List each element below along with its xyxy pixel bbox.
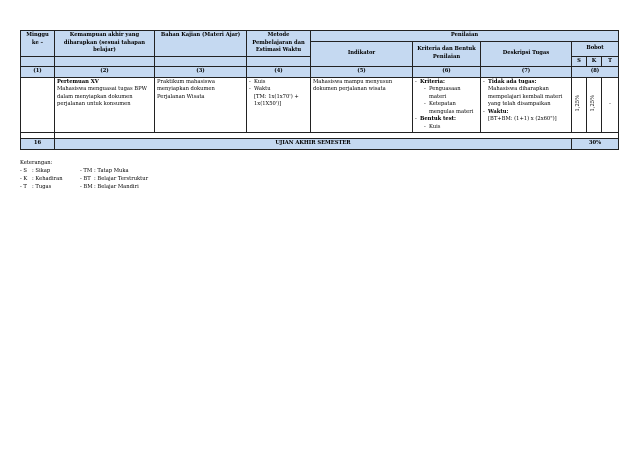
legend-code: - K	[20, 176, 28, 183]
waktu-label: Waktu:	[488, 108, 509, 115]
legend-item	[80, 167, 170, 175]
waktu-detail: [BT+BM: (1+1) x (2x60")]	[488, 116, 557, 123]
legend-grid	[20, 167, 170, 191]
header-bobot-k: K	[587, 56, 602, 67]
uas-row	[21, 139, 619, 150]
header-indikator: Indikator	[311, 41, 413, 67]
col-number: (2)	[55, 67, 155, 78]
kemampuan-text: Mahasiswa menguasai tugas BPW dalam menyiapkan dokumen perjalanan untuk konsumen	[57, 86, 147, 108]
bobot-k-cell	[587, 77, 602, 133]
rps-table	[20, 30, 619, 150]
col-number: (4)	[247, 67, 311, 78]
legend-desc: : Tugas	[32, 184, 52, 191]
legend-code: - T	[20, 184, 27, 191]
legend-item	[80, 183, 170, 191]
col-number: (5)	[311, 67, 413, 78]
kriteria-item: - Penguasaan materi	[424, 86, 478, 101]
legend-desc: : Belajar Terstruktur	[94, 176, 149, 183]
bentuk-test-label: Bentuk test:	[420, 116, 456, 123]
header-deskripsi: Deskripsi Tugas	[481, 41, 572, 67]
uas-label: UJIAN AKHIR SEMESTER	[55, 139, 572, 150]
legend-code: - S	[20, 168, 27, 175]
bobot-t-cell: -	[602, 77, 619, 133]
legend	[20, 159, 170, 191]
header-bobot: Bobot	[572, 41, 619, 56]
legend-item	[20, 167, 80, 175]
bahan-cell: Praktikum mahasiswa menyiapkan dokumen Perjalanan Wisata	[155, 77, 247, 133]
legend-desc: : Kehadiran	[32, 176, 63, 183]
header-bobot-s: S	[572, 56, 587, 67]
header-row	[21, 31, 619, 42]
header-kriteria: Kriteria dan Bentuk Penilaian	[413, 41, 481, 67]
legend-item	[20, 183, 80, 191]
header-penilaian: Penilaian	[311, 31, 619, 42]
legend-desc: : Tatap Muka	[94, 168, 129, 175]
legend-item	[80, 175, 170, 183]
header-number-row	[21, 67, 619, 78]
minggu-cell	[21, 77, 55, 133]
legend-code: - BT	[80, 176, 91, 183]
col-number: (1)	[21, 67, 55, 78]
legend-desc: : Belajar Mandiri	[94, 184, 139, 191]
tugas-desc: Mahasiswa diharapkan mempelajari kembali materi yang telah disampaikan	[488, 86, 563, 108]
pertemuan-label: Pertemuan XV	[57, 78, 99, 85]
col-number: (7)	[481, 67, 572, 78]
header-bobot-t: T	[602, 56, 619, 67]
col-number: (6)	[413, 67, 481, 78]
kemampuan-cell	[55, 77, 155, 133]
col-number: (8)	[572, 67, 619, 78]
header-bahan: Bahan Kajian (Materi Ajar)	[155, 31, 247, 57]
kriteria-item: - Ketepatan mengulas materi	[424, 101, 478, 116]
bentuk-test-item: - Kuis	[424, 124, 478, 132]
legend-item	[20, 175, 80, 183]
legend-code: - TM	[80, 168, 93, 175]
header-metode: Metode Pembelajaran dan Estimasi Waktu	[247, 31, 311, 57]
bobot-k-value: 1,25%	[590, 95, 597, 112]
kriteria-cell	[413, 77, 481, 133]
table-row	[21, 77, 619, 133]
header-minggu: Minggu ke –	[21, 31, 55, 57]
uas-bobot: 30%	[572, 139, 619, 150]
deskripsi-cell	[481, 77, 572, 133]
uas-week: 16	[21, 139, 55, 150]
metode-cell	[247, 77, 311, 133]
metode-waktu: - Waktu	[249, 86, 308, 94]
bobot-s-value: 1,25%	[575, 95, 582, 112]
tugas-label: Tidak ada tugas:	[488, 78, 537, 85]
indikator-cell: Mahasiswa mampu menyusun dokumen perjalanan wisata	[311, 77, 413, 133]
kriteria-label: Kriteria:	[420, 78, 445, 85]
legend-desc: : Sikap	[32, 168, 51, 175]
header-kemampuan: Kemampuan akhir yang diharapkan (sesuai tahapan belajar)	[55, 31, 155, 57]
metode-detail: [TM: 1x(1x70') + 1x(1X50')]	[254, 93, 299, 108]
metode-kuis: - Kuis	[249, 79, 308, 87]
bobot-s-cell	[572, 77, 587, 133]
legend-title: Keterangan:	[20, 160, 53, 166]
legend-code: - BM	[80, 184, 93, 191]
col-number: (3)	[155, 67, 247, 78]
